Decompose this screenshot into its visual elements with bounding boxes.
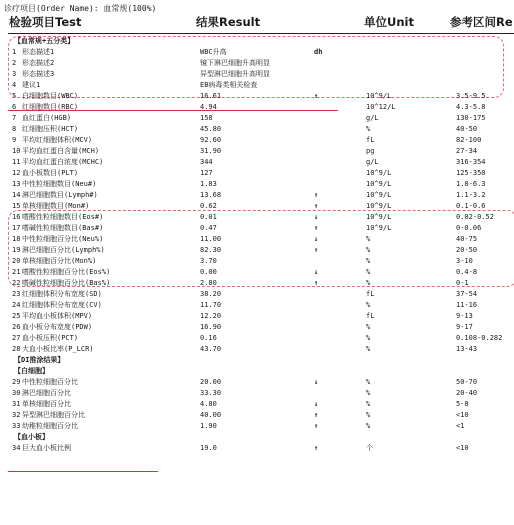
test-name: 中性粒细胞数目(Neu#) [22, 180, 97, 188]
abnormal-flag: ↓ [314, 235, 319, 243]
reference-range: 1.1-3.2 [456, 191, 486, 199]
reference-range: 5-8 [456, 400, 469, 408]
result-value: 127 [200, 169, 213, 177]
row-number: 12 [12, 169, 21, 177]
unit: 10^9/L [366, 191, 392, 199]
row-number: 17 [12, 224, 21, 232]
table-row [0, 201, 514, 212]
result-value: 4.94 [200, 103, 217, 111]
test-name: 平均红细胞体积(MCV) [22, 136, 93, 144]
result-value: 11.00 [200, 235, 222, 243]
unit: % [366, 235, 371, 243]
abnormal-flag: ↑ [314, 246, 319, 254]
result-value: 1.90 [200, 422, 217, 430]
test-name: 红细胞数目(RBC) [22, 103, 79, 111]
table-row [0, 399, 514, 410]
abnormal-flag: ↑ [314, 444, 319, 452]
test-name: 嗜酸性粒细胞百分比(Eos%) [22, 268, 111, 276]
unit: % [366, 411, 371, 419]
table-row [0, 322, 514, 333]
section-header [0, 432, 514, 443]
order-name-line: 诊疗项目(Order Name): 血常规(100%) [4, 4, 157, 13]
result-value: 33.30 [200, 389, 222, 397]
row-number: 20 [12, 257, 21, 265]
table-row [0, 69, 514, 80]
result-value: 92.60 [200, 136, 222, 144]
abnormal-flag: ↑ [314, 202, 319, 210]
abnormal-flag: ↓ [314, 378, 319, 386]
unit: % [366, 345, 371, 353]
result-value: 43.70 [200, 345, 222, 353]
result-value: 0.01 [200, 213, 217, 221]
result-value: 11.70 [200, 301, 222, 309]
row-number: 28 [12, 345, 21, 353]
reference-range: 27-34 [456, 147, 478, 155]
test-name: 形态描述2 [22, 59, 55, 67]
reference-range: 0.4-8 [456, 268, 478, 276]
reference-range: 9-17 [456, 323, 473, 331]
unit: % [366, 389, 371, 397]
table-row [0, 168, 514, 179]
reference-range: 1.8-6.3 [456, 180, 486, 188]
table-row [0, 190, 514, 201]
unit: 10^9/L [366, 224, 392, 232]
section-header [0, 366, 514, 377]
test-name: 淋巴细胞百分比(Lymph%) [22, 246, 105, 254]
unit: 10^9/L [366, 92, 392, 100]
result-value: 4.80 [200, 400, 217, 408]
row-number: 16 [12, 213, 21, 221]
row-number: 29 [12, 378, 21, 386]
section-title: 【DI推涂结果】 [14, 356, 65, 364]
section-header [0, 36, 514, 47]
test-name: 平均血红蛋白浓度(MCHC) [22, 158, 104, 166]
table-row [0, 157, 514, 168]
result-value: 158 [200, 114, 213, 122]
reference-range: 4.3-5.8 [456, 103, 486, 111]
row-number: 32 [12, 411, 21, 419]
unit: fL [366, 136, 375, 144]
result-value: 16.61 [200, 92, 222, 100]
result-value: 45.80 [200, 125, 222, 133]
unit: pg [366, 147, 375, 155]
test-name: 单核细胞百分比 [22, 400, 71, 408]
reference-range: <1 [456, 422, 465, 430]
test-name: 白细胞数目(WBC) [22, 92, 79, 100]
unit: % [366, 246, 371, 254]
table-row [0, 256, 514, 267]
test-name: 形态描述3 [22, 70, 55, 78]
row-number: 24 [12, 301, 21, 309]
unit: fL [366, 312, 375, 320]
table-row [0, 410, 514, 421]
unit: 10^9/L [366, 180, 392, 188]
row-number: 27 [12, 334, 21, 342]
row-number: 9 [12, 136, 17, 144]
row-number: 14 [12, 191, 21, 199]
abnormal-flag: ↑ [314, 224, 319, 232]
result-value: 19.0 [200, 444, 217, 452]
unit: % [366, 125, 371, 133]
row-number: 3 [12, 70, 17, 78]
row-number: 34 [12, 444, 21, 452]
row-number: 33 [12, 422, 21, 430]
result-value: 31.90 [200, 147, 222, 155]
unit: fL [366, 290, 375, 298]
result-value: 38.20 [200, 290, 222, 298]
row-number: 31 [12, 400, 21, 408]
section-title: 【白细胞】 [14, 367, 49, 375]
table-row [0, 344, 514, 355]
result-value: 20.00 [200, 378, 222, 386]
table-row [0, 113, 514, 124]
unit: % [366, 334, 371, 342]
reference-range: 0.02-0.52 [456, 213, 494, 221]
row-number: 15 [12, 202, 21, 210]
test-name: 中性粒细胞百分比(Neu%) [22, 235, 104, 243]
table-row [0, 47, 514, 58]
reference-range: 3.5-9.5 [456, 92, 486, 100]
row-number: 2 [12, 59, 17, 67]
table-row [0, 333, 514, 344]
table-row [0, 245, 514, 256]
result-value: WBC升高 [200, 48, 227, 56]
reference-range: 82-100 [456, 136, 482, 144]
test-name: 单核细胞数目(Mon#) [22, 202, 90, 210]
section-header [0, 355, 514, 366]
result-value: 3.70 [200, 257, 217, 265]
row-number: 18 [12, 235, 21, 243]
abnormal-flag: ↓ [314, 268, 319, 276]
test-name: 血红蛋白(HGB) [22, 114, 72, 122]
unit: g/L [366, 158, 379, 166]
test-name: 幼稚粒细胞百分比 [22, 422, 78, 430]
table-row [0, 223, 514, 234]
result-value: 异型淋巴细胞升高明显 [200, 70, 270, 78]
test-name: 淋巴细胞数目(Lymph#) [22, 191, 98, 199]
table-row [0, 179, 514, 190]
test-name: 红细胞压积(HCT) [22, 125, 79, 133]
row-number: 19 [12, 246, 21, 254]
reference-range: 130-175 [456, 114, 486, 122]
abnormal-flag: ↑ [314, 422, 319, 430]
table-row [0, 278, 514, 289]
row-number: 25 [12, 312, 21, 320]
test-name: 嗜酸性粒细胞数目(Eos#) [22, 213, 104, 221]
table-row [0, 91, 514, 102]
result-value: 0.16 [200, 334, 217, 342]
reference-range: 20-50 [456, 246, 478, 254]
result-value: 0.00 [200, 268, 217, 276]
result-value: 0.47 [200, 224, 217, 232]
abnormal-flag: ↓ [314, 400, 319, 408]
abnormal-flag: ↑ [314, 191, 319, 199]
result-value: 16.90 [200, 323, 222, 331]
result-value: 1.83 [200, 180, 217, 188]
reference-range: 50-70 [456, 378, 478, 386]
result-value: EB病毒类相关检查 [200, 81, 258, 89]
unit: 10^12/L [366, 103, 396, 111]
abnormal-flag: ↑ [314, 411, 319, 419]
test-name: 血小板数目(PLT) [22, 169, 79, 177]
test-name: 红细胞体积分布宽度(SD) [22, 290, 102, 298]
result-value: 13.68 [200, 191, 222, 199]
test-name: 建议1 [22, 81, 41, 89]
unit: % [366, 400, 371, 408]
header-rule [8, 33, 514, 34]
result-value: 2.80 [200, 279, 217, 287]
table-row [0, 102, 514, 113]
result-value: 镜下淋巴细胞升高明显 [200, 59, 270, 67]
row-number: 10 [12, 147, 21, 155]
table-row [0, 443, 514, 454]
reference-range: 0.1-0.6 [456, 202, 486, 210]
unit: g/L [366, 114, 379, 122]
section-title: 【血小板】 [14, 433, 49, 441]
row-number: 7 [12, 114, 17, 122]
unit: 10^9/L [366, 213, 392, 221]
abnormal-flag: ↓ [314, 213, 319, 221]
reference-range: 20-40 [456, 389, 478, 397]
reference-range: 316-354 [456, 158, 486, 166]
test-name: 形态描述1 [22, 48, 55, 56]
table-row [0, 80, 514, 91]
test-name: 红细胞体积分布宽度(CV) [22, 301, 102, 309]
test-name: 血小板压积(PCT) [22, 334, 79, 342]
table-row [0, 388, 514, 399]
unit: % [366, 323, 371, 331]
result-value: 40.00 [200, 411, 222, 419]
section-title: 【血常规+五分类】 [14, 37, 75, 45]
row-number: 1 [12, 48, 17, 56]
underline-atypical-lymph [8, 471, 158, 472]
test-name: 淋巴细胞百分比 [22, 389, 71, 397]
reference-range: 40-50 [456, 125, 478, 133]
test-name: 平均血红蛋白含量(MCH) [22, 147, 100, 155]
table-row [0, 300, 514, 311]
row-number: 6 [12, 103, 17, 111]
table-row [0, 146, 514, 157]
table-row [0, 234, 514, 245]
test-name: 中性粒细胞百分比 [22, 378, 78, 386]
header-unit: 单位Unit [364, 15, 414, 29]
reference-range: 0-0.06 [456, 224, 482, 232]
unit: % [366, 422, 371, 430]
table-row [0, 421, 514, 432]
table-row [0, 267, 514, 278]
result-value: 12.20 [200, 312, 222, 320]
abnormal-flag: ↑ [314, 279, 319, 287]
header-test: 检验项目Test [9, 15, 82, 29]
reference-range: 0.108-0.282 [456, 334, 503, 342]
result-value: 344 [200, 158, 213, 166]
row-number: 23 [12, 290, 21, 298]
test-name: 嗜碱性粒细胞数目(Bas#) [22, 224, 104, 232]
table-row [0, 289, 514, 300]
reference-range: <10 [456, 444, 469, 452]
unit: 10^9/L [366, 169, 392, 177]
header-ref: 参考区间Re [450, 15, 513, 29]
row-number: 11 [12, 158, 21, 166]
row-number: 21 [12, 268, 21, 276]
row-number: 5 [12, 92, 17, 100]
test-name: 血小板分布宽度(PDW) [22, 323, 93, 331]
result-value: 0.62 [200, 202, 217, 210]
unit: 个 [366, 444, 373, 452]
test-name: 嗜碱性粒细胞百分比(Bas%) [22, 279, 111, 287]
abnormal-flag: ↑ [314, 92, 319, 100]
row-number: 26 [12, 323, 21, 331]
test-name: 大血小板比率(P_LCR) [22, 345, 94, 353]
test-name: 异型淋巴细胞百分比 [22, 411, 85, 419]
reference-range: 37-54 [456, 290, 478, 298]
row-number: 22 [12, 279, 21, 287]
table-row [0, 311, 514, 322]
test-name: 平均血小板体积(MPV) [22, 312, 93, 320]
unit: 10^9/L [366, 202, 392, 210]
row-number: 30 [12, 389, 21, 397]
table-row [0, 135, 514, 146]
reference-range: 11-16 [456, 301, 478, 309]
row-number: 4 [12, 81, 17, 89]
reference-range: 40-75 [456, 235, 478, 243]
reference-range: 125-350 [456, 169, 486, 177]
reference-range: 3-10 [456, 257, 473, 265]
row-number: 13 [12, 180, 21, 188]
reference-range: 9-13 [456, 312, 473, 320]
reference-range: 0-1 [456, 279, 469, 287]
abnormal-flag: dh [314, 48, 323, 56]
reference-range: <10 [456, 411, 469, 419]
table-row [0, 58, 514, 69]
table-row [0, 212, 514, 223]
header-result: 结果Result [196, 15, 261, 29]
unit: % [366, 378, 371, 386]
unit: % [366, 279, 371, 287]
unit: % [366, 268, 371, 276]
table-row [0, 377, 514, 388]
test-name: 单核细胞百分比(Mon%) [22, 257, 97, 265]
row-number: 8 [12, 125, 17, 133]
reference-range: 13-43 [456, 345, 478, 353]
result-value: 82.30 [200, 246, 222, 254]
unit: % [366, 301, 371, 309]
table-row [0, 124, 514, 135]
unit: % [366, 257, 371, 265]
test-name: 巨大血小板比例 [22, 444, 71, 452]
